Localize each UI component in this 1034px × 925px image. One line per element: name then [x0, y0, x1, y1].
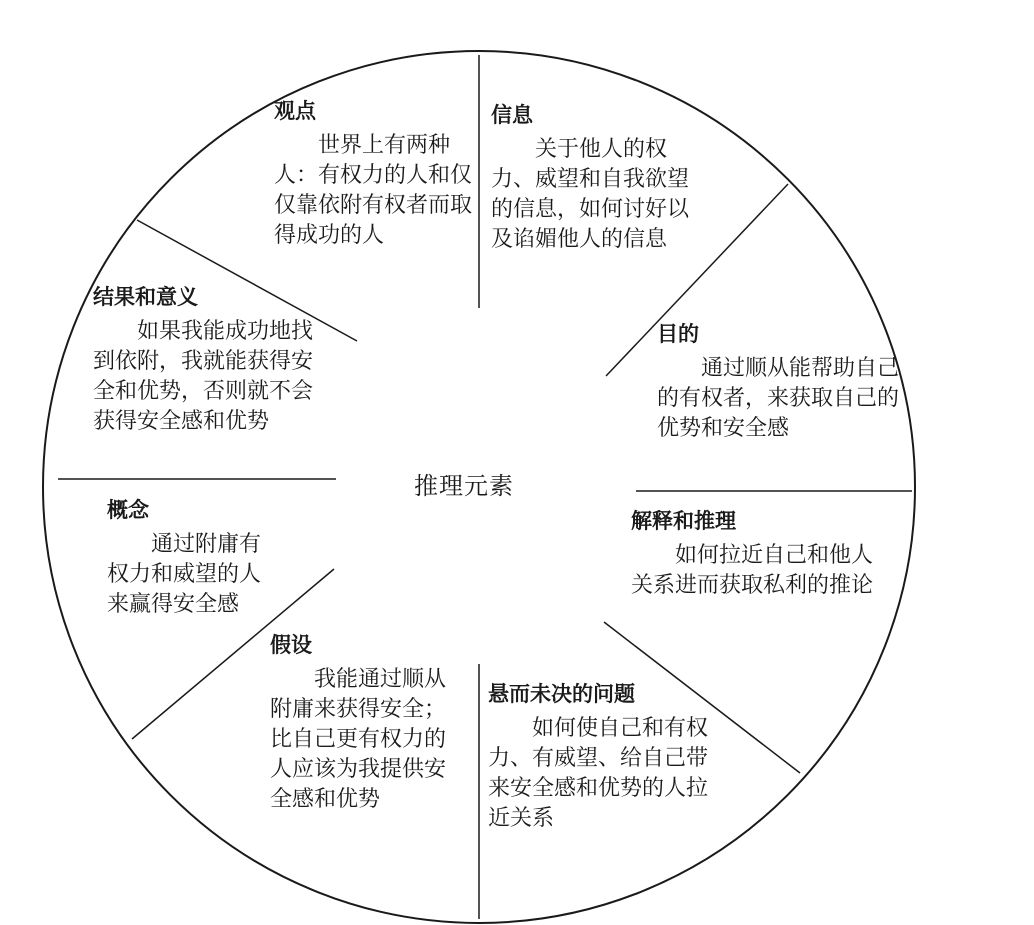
- sector-text: 我能通过顺从附庸来获得安全；比自己更有权力的人应该为我提供安全感和优势: [270, 667, 447, 812]
- sector-information: [491, 101, 706, 255]
- sector-heading: 观点: [274, 99, 316, 123]
- sector-heading: 悬而未决的问题: [488, 682, 635, 706]
- sector-text: 如何拉近自己和他人关系进而获取私利的推论: [631, 543, 874, 598]
- sector-text: 关于他人的权力、威望和自我欲望的信息，如何讨好以及谄媚他人的信息: [491, 137, 690, 252]
- center-label: 推理元素: [414, 472, 514, 500]
- sector-heading: 假设: [270, 633, 312, 657]
- sector-question: [488, 680, 720, 834]
- sector-heading: 概念: [107, 498, 149, 522]
- sector-purpose: [657, 320, 899, 444]
- sector-assumption: [270, 631, 462, 815]
- sector-text: 通过顺从能帮助自己的有权者，来获取自己的优势和安全感: [657, 356, 900, 441]
- sector-heading: 结果和意义: [93, 285, 198, 309]
- sector-viewpoint: [274, 97, 477, 251]
- sector-text: 通过附庸有权力和威望的人来赢得安全感: [107, 532, 262, 617]
- sector-consequence: [93, 283, 318, 437]
- sector-concept: [107, 496, 279, 620]
- sector-text: 如果我能成功地找到依附，我就能获得安全和优势，否则就不会获得安全感和优势: [93, 319, 314, 434]
- sector-heading: 目的: [657, 322, 699, 346]
- sector-interpretation: [631, 507, 883, 601]
- sector-text: 世界上有两种人：有权力的人和仅仅靠依附有权者而取得成功的人: [274, 133, 473, 248]
- sector-text: 如何使自己和有权力、有威望、给自己带来安全感和优势的人拉近关系: [488, 716, 709, 831]
- sector-heading: 解释和推理: [631, 509, 736, 533]
- sector-heading: 信息: [491, 103, 533, 127]
